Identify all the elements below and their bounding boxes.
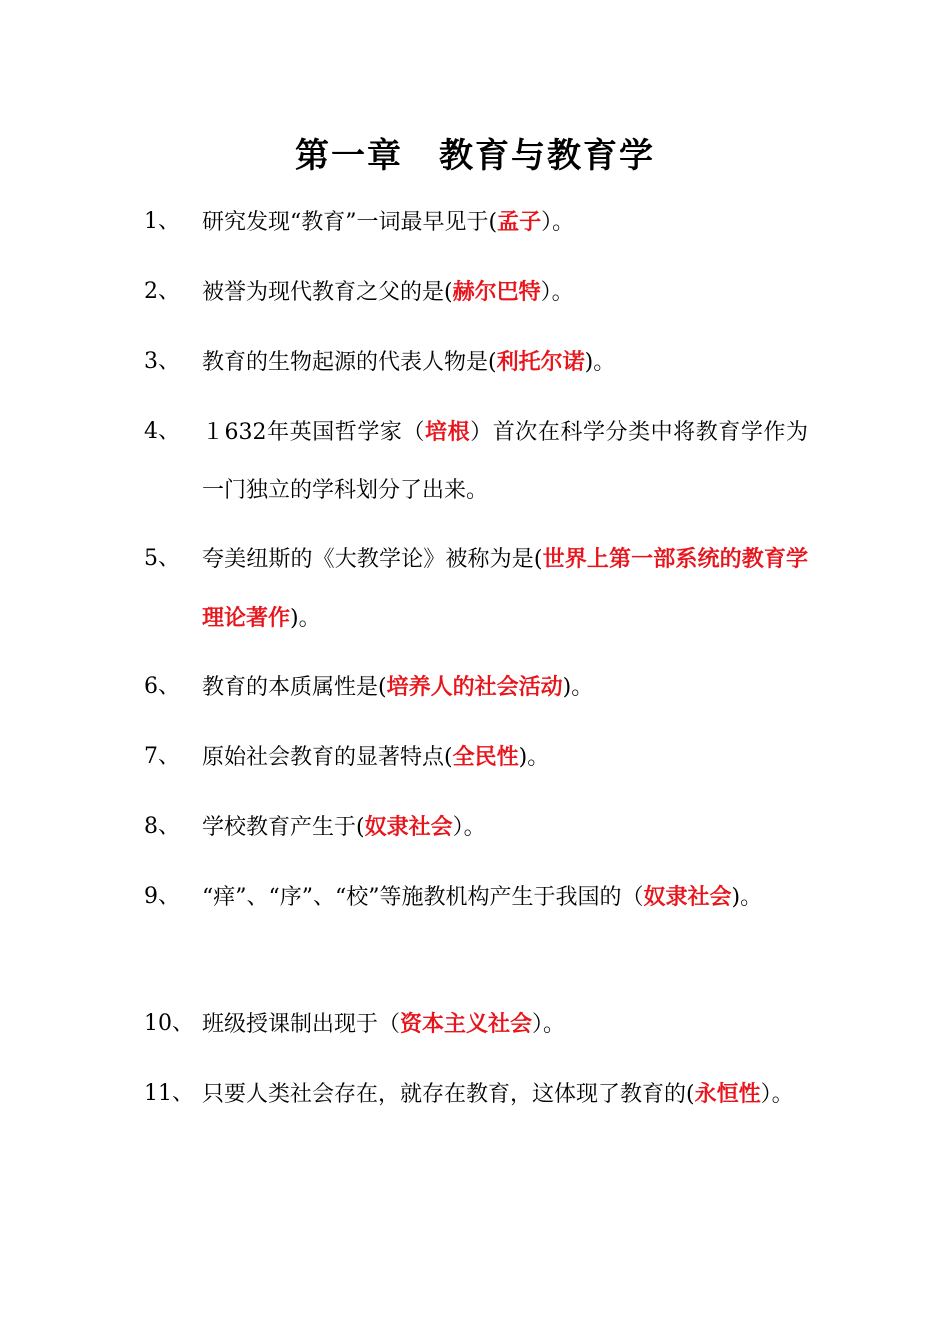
item-text <box>202 798 808 857</box>
question-item-10 <box>144 995 808 1054</box>
item-text-after: ）。 <box>540 280 574 305</box>
item-text-before: 原始社会教育的显著特点( <box>202 745 453 770</box>
question-item-3 <box>144 333 808 392</box>
item-number: 9、 <box>144 884 180 909</box>
item-text <box>202 995 808 1054</box>
question-item-9 <box>144 868 808 927</box>
question-item-2 <box>144 263 808 322</box>
item-answer: 奴隶社会 <box>364 814 453 840</box>
item-number: 7、 <box>144 744 180 769</box>
item-text-before: 教育的本质属性是( <box>202 675 387 700</box>
item-text-after: ）。 <box>760 1082 794 1107</box>
item-text <box>202 333 808 392</box>
item-text-after: ）。 <box>532 1012 566 1037</box>
item-text-before: 教育的生物起源的代表人物是( <box>202 350 497 375</box>
item-text-before: 班级授课制出现于（ <box>202 1012 401 1037</box>
item-answer: 利托尔诺 <box>496 349 585 375</box>
item-text <box>202 193 808 252</box>
item-text-after: )。 <box>518 745 550 770</box>
item-text-before: 夸美纽斯的《大教学论》被称为是( <box>202 547 543 572</box>
chapter-title: 第一章 教育与教育学 <box>295 136 655 176</box>
question-item-1 <box>144 193 808 252</box>
item-text-after: )。 <box>290 606 321 631</box>
item-text-before: 研究发现“教育”一词最早见于( <box>202 210 498 235</box>
question-item-8 <box>144 798 808 857</box>
item-text-before: 学校教育产生于( <box>202 815 365 840</box>
item-text <box>202 403 808 520</box>
question-item-7 <box>144 728 808 787</box>
item-text-after: )。 <box>562 675 594 700</box>
item-answer: 培养人的社会活动 <box>386 674 563 700</box>
item-text-after: )。 <box>584 350 616 375</box>
item-number: 11、 <box>144 1081 194 1106</box>
item-answer: 世界上第一部系统的教育学理论著作 <box>202 546 808 631</box>
item-text <box>202 658 808 717</box>
item-number: 3、 <box>144 349 180 374</box>
item-number: 5、 <box>144 546 180 571</box>
item-answer: 赫尔巴特 <box>452 279 541 305</box>
item-text-before: 被誉为现代教育之父的是( <box>202 280 453 305</box>
item-answer: 资本主义社会 <box>400 1011 533 1037</box>
item-number: 1、 <box>144 209 180 234</box>
item-text-before: “痒”、“序”、“校”等施教机构产生于我国的（ <box>202 885 644 910</box>
item-text-after: ）首次在科学分类中将教育学作为一门独立的学科划分了出来。 <box>202 420 808 503</box>
item-text <box>202 868 808 927</box>
item-answer: 永恒性 <box>694 1081 761 1107</box>
item-number: 4、 <box>144 419 180 444</box>
question-item-6 <box>144 658 808 717</box>
item-number: 10、 <box>144 1011 194 1036</box>
item-number: 6、 <box>144 674 180 699</box>
item-text <box>202 530 808 648</box>
question-item-5 <box>144 530 808 648</box>
item-text <box>202 728 808 787</box>
item-text-after: )。 <box>731 885 763 910</box>
item-answer: 孟子 <box>497 209 542 235</box>
item-text-before: 只要人类社会存在，就存在教育，这体现了教育的( <box>202 1082 695 1107</box>
item-text-after: ）。 <box>541 210 575 235</box>
item-number: 2、 <box>144 279 180 304</box>
item-answer: 奴隶社会 <box>643 884 732 910</box>
item-text-before: １632年英国哲学家（ <box>202 420 426 445</box>
item-text <box>202 263 808 322</box>
item-answer: 全民性 <box>452 744 519 770</box>
question-item-4 <box>144 403 808 520</box>
item-text-after: ）。 <box>452 815 486 840</box>
item-number: 8、 <box>144 814 180 839</box>
question-item-11 <box>144 1065 808 1124</box>
item-text <box>202 1065 808 1124</box>
item-answer: 培根 <box>425 419 471 445</box>
